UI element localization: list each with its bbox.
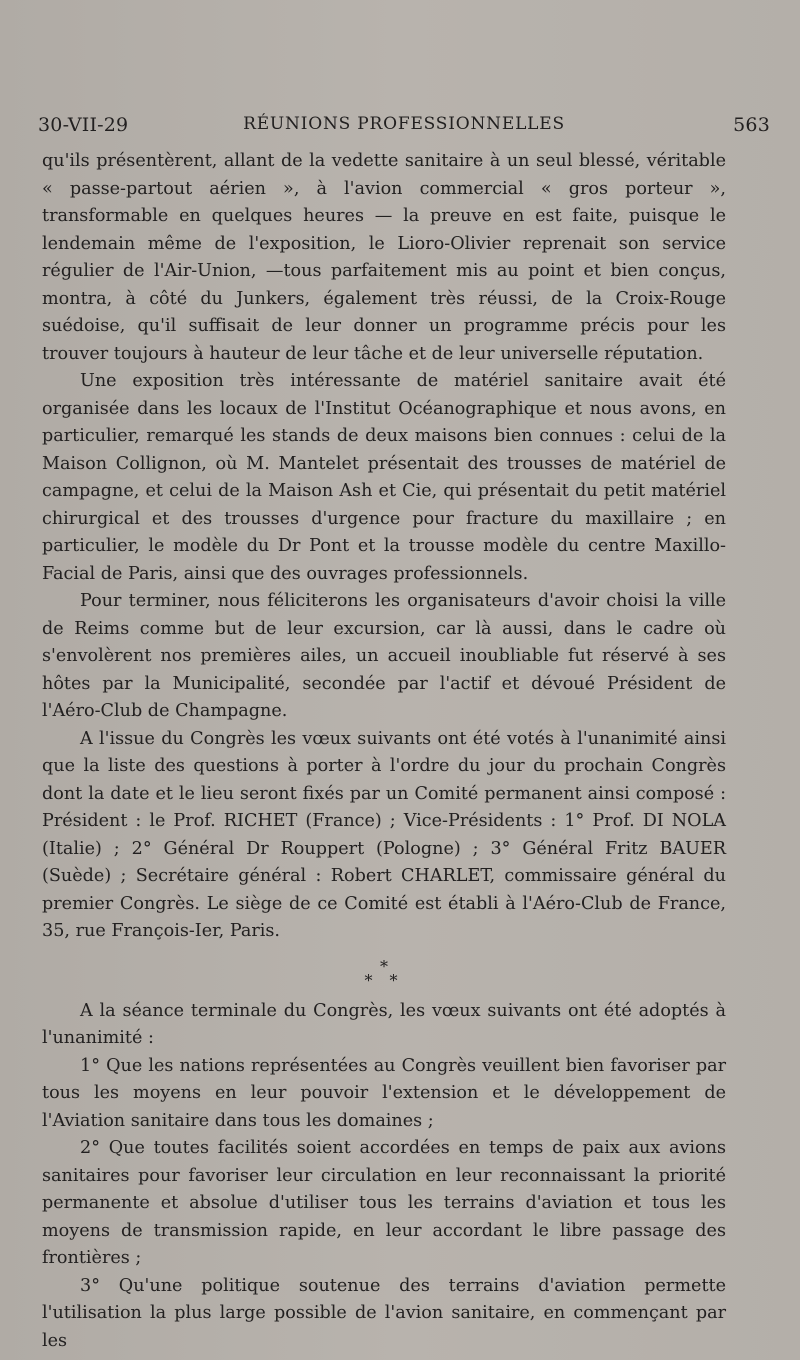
asterism-top: * (380, 956, 388, 976)
asterism-bottom: * * (364, 970, 404, 990)
paragraph: A la séance terminale du Congrès, les vœux suivants ont été adoptés à l'unanimité : (42, 1000, 726, 1048)
header-date: 30-VII-29 (38, 114, 129, 136)
paragraph: 1° Que les nations représentées au Congrès veuillent bien favoriser par tous les moyens en leur pouvoir l'extension et le développement de l'Aviation sanitaire dans tous les domaines ; (42, 1055, 726, 1131)
section-separator (42, 946, 726, 998)
header-title: RÉUNIONS PROFESSIONNELLES (243, 114, 565, 134)
paragraph: qu'ils présentèrent, allant de la vedette sanitaire à un seul blessé, véritable « passe-partout aérien », à l'avion commercial « gros porteur », transformable en quelques heures — la preuve en est faite, puisque le lendemain même de l'exposition, le Lioro-Olivier reprenait son service régulier de l'Air-Union, —tous parfaitement mis au point et bien conçus, montra, à côté du Junkers, également très réussi, de la Croix-Rouge suédoise, qu'il suffisait de leur donner un programme précis pour les trouver toujours à hauteur de leur tâche et de leur universelle réputation. (42, 151, 726, 364)
paragraph: 2° Que toutes facilités soient accordées en temps de paix aux avions sanitaires pour favoriser leur circulation en leur reconnaissant la priorité permanente et absolue d'utiliser tous les terrains d'aviation et tous les moyens de transmission rapide, en leur accordant le libre passage des frontières ; (42, 1138, 726, 1268)
page-number: 563 (733, 114, 770, 136)
paragraph: Pour terminer, nous féliciterons les organisateurs d'avoir choisi la ville de Reims comme but de leur excursion, car là aussi, dans le cadre où s'envolèrent nos premières ailes, un accueil inoubliable fut réservé à ses hôtes par la Municipalité, secondée par l'actif et dévoué Président de l'Aéro-Club de Champagne. (42, 591, 726, 721)
body-text (42, 148, 726, 1355)
paragraph: 3° Qu'une politique soutenue des terrains d'aviation permette l'utilisation la plus large possible de l'avion sanitaire, en commençant par les (42, 1275, 726, 1351)
paragraph: A l'issue du Congrès les vœux suivants ont été votés à l'unanimité ainsi que la liste des questions à porter à l'ordre du jour du prochain Congrès dont la date et le lieu seront fixés par un Comité permanent ainsi composé : Président : le Prof. RICHET (France) ; Vice-Présidents : 1° Prof. DI NOLA (Italie) ; 2° Général Dr Rouppert (Pologne) ; 3° Général Fritz BAUER (Suède) ; Secrétaire général : Robert CHARLET, commissaire général du premier Congrès. Le siège de ce Comité est établi à l'Aéro-Club de France, 35, rue François-Ier, Paris. (42, 728, 726, 941)
running-header (38, 114, 770, 142)
paragraph: Une exposition très intéressante de matériel sanitaire avait été organisée dans les locaux de l'Institut Océanographique et nous avons, en particulier, remarqué les stands de deux maisons bien connues : celui de la Maison Collignon, où M. Mantelet présentait des trousses de matériel de campagne, et celui de la Maison Ash et Cie, qui présentait du petit matériel chirurgical et des trousses d'urgence pour fracture du maxillaire ; en particulier, le modèle du Dr Pont et la trousse modèle du centre Maxillo-Facial de Paris, ainsi que des ouvrages professionnels. (42, 371, 726, 584)
